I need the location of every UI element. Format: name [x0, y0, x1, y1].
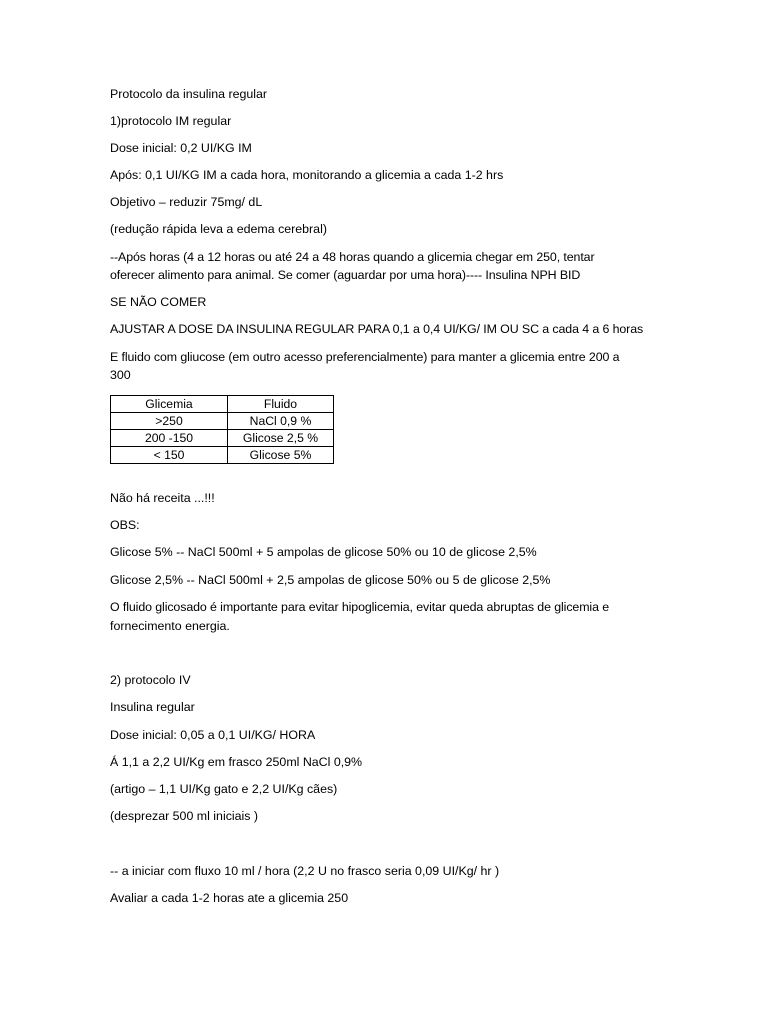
protocol-iv-heading: 2) protocolo IV: [110, 673, 191, 687]
document-title: Protocolo da insulina regular: [110, 87, 268, 101]
important-line-2: fornecimento energia.: [110, 619, 230, 633]
iv-start-flow: -- a iniciar com fluxo 10 ml / hora (2,2 U no frasco seria 0,09 UI/Kg/ hr ): [110, 864, 500, 878]
table-cell: < 150: [111, 447, 228, 464]
table-header-cell: Glicemia: [111, 396, 228, 413]
im-after-hours-line-1: --Após horas (4 a 12 horas ou até 24 a 48 horas quando a glicemia chegar em 250, tentar: [110, 250, 595, 264]
important-line-1: O fluido glicosado é importante para evitar hipoglicemia, evitar queda abruptas de glicemia e: [110, 600, 610, 614]
fluid-text-line-2: 300: [110, 368, 131, 382]
if-not-eat-heading: SE NÃO COMER: [110, 295, 207, 309]
iv-initial-dose: Dose inicial: 0,05 a 0,1 UI/KG/ HORA: [110, 728, 316, 742]
im-note: (redução rápida leva a edema cerebral): [110, 222, 327, 236]
obs-label: OBS:: [110, 518, 140, 532]
iv-discard: (desprezar 500 ml iniciais ): [110, 809, 259, 823]
adjust-dose-text: AJUSTAR A DOSE DA INSULINA REGULAR PARA 0,1 a 0,4 UI/KG/ IM OU SC a cada 4 a 6 horas: [110, 322, 644, 336]
table-header-cell: Fluido: [228, 396, 334, 413]
iv-dilution: Á 1,1 a 2,2 UI/Kg em frasco 250ml NaCl 0,9%: [110, 755, 363, 769]
glycemia-fluid-table: [110, 395, 334, 464]
fluid-text-line-1: E fluido com gliucose (em outro acesso preferencialmente) para manter a glicemia entre 200 a: [110, 350, 620, 364]
table-cell: >250: [111, 413, 228, 430]
table-cell: Glicose 2,5 %: [228, 430, 334, 447]
obs-glucose-2-5: Glicose 2,5% -- NaCl 500ml + 2,5 ampolas de glicose 50% ou 5 de glicose 2,5%: [110, 573, 551, 587]
table-cell: 200 -150: [111, 430, 228, 447]
table-row: [111, 447, 334, 464]
table-row: [111, 430, 334, 447]
table-row: [111, 413, 334, 430]
im-after-dose: Após: 0,1 UI/KG IM a cada hora, monitorando a glicemia a cada 1-2 hrs: [110, 168, 504, 182]
iv-evaluate: Avaliar a cada 1-2 horas ate a glicemia 250: [110, 891, 349, 905]
im-after-hours-line-2: oferecer alimento para animal. Se comer (aguardar por uma hora)---- Insulina NPH BID: [110, 268, 581, 282]
table-cell: NaCl 0,9 %: [228, 413, 334, 430]
iv-article: (artigo – 1,1 UI/Kg gato e 2,2 UI/Kg cães): [110, 782, 338, 796]
no-recipe-text: Não há receita ...!!!: [110, 491, 215, 505]
im-initial-dose: Dose inicial: 0,2 UI/KG IM: [110, 141, 252, 155]
obs-glucose-5: Glicose 5% -- NaCl 500ml + 5 ampolas de glicose 50% ou 10 de glicose 2,5%: [110, 545, 537, 559]
iv-insulin: Insulina regular: [110, 700, 195, 714]
protocol-im-heading: 1)protocolo IM regular: [110, 114, 232, 128]
im-objective: Objetivo – reduzir 75mg/ dL: [110, 195, 263, 209]
table-header-row: [111, 396, 334, 413]
table-cell: Glicose 5%: [228, 447, 334, 464]
